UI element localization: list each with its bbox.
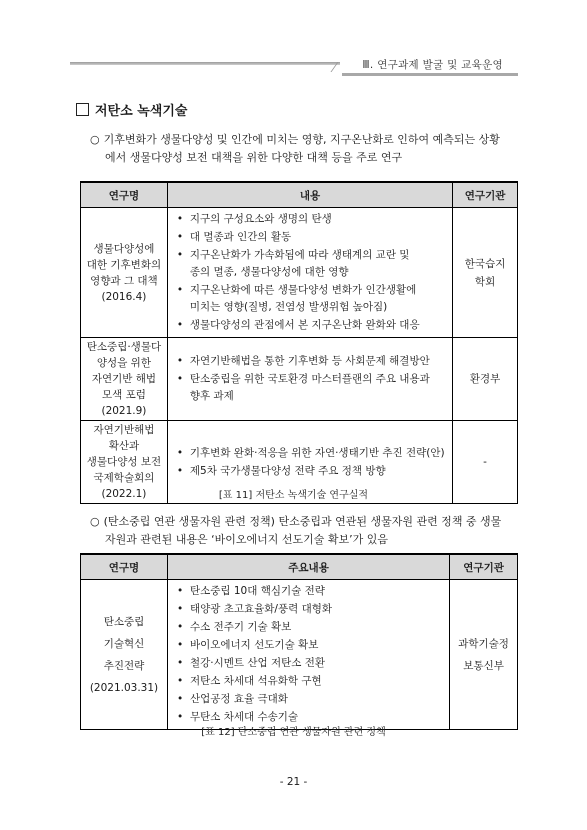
list-item: • 지구온난화에 따른 생물다양성 변화가 인간생활에 미치는 영향(질병, 전염성 발생위험 높아짐) — [176, 282, 446, 316]
paragraph-line: (탄소중립 연관 생물자원 관련 정책) 탄소중립과 연관된 생물자원 관련 정책 중 생물 — [103, 515, 502, 528]
list-item: • 철강·시멘트 산업 저탄소 전환 — [176, 655, 443, 672]
name-line: 국제학술회의 — [93, 472, 155, 484]
content-cell — [167, 208, 452, 338]
list-item: • 대 멸종과 인간의 활동 — [176, 229, 446, 246]
org-cell — [453, 208, 518, 338]
table-row — [81, 338, 518, 421]
list-item: • 산업공정 효율 극대화 — [176, 691, 443, 708]
table-caption-2: [표 12] 탄소중립 연관 생물자원 관련 정책 — [201, 727, 386, 738]
name-line: 영향과 그 대책 — [90, 274, 158, 287]
name-line: 생물다양성 보전 — [86, 456, 162, 468]
square-bullet-icon — [76, 103, 89, 116]
table-row — [81, 208, 518, 338]
research-name-cell — [81, 208, 168, 338]
content-cell — [167, 580, 449, 730]
list-item: • 수소 전주기 기술 확보 — [176, 619, 443, 636]
header-cell: 주요내용 — [167, 554, 449, 580]
name-line: 확산과 — [108, 440, 140, 452]
research-name-cell — [81, 338, 168, 421]
org-line: - — [483, 456, 487, 468]
header-cell: 연구기관 — [450, 554, 518, 580]
list-item: • 제5차 국가생물다양성 전략 주요 정책 방향 — [176, 463, 446, 480]
list-item: • 지구온난화가 가속화됨에 따라 생태계의 교란 및 종의 멸종, 생물다양성에 대한 영향 — [176, 247, 446, 281]
name-line: 생물다양성에 — [93, 242, 155, 255]
content-cell — [167, 338, 452, 421]
name-line: (2021.03.31) — [89, 681, 159, 694]
name-line: 양성을 위한 — [96, 357, 151, 369]
table-row — [81, 580, 518, 730]
circle-bullet-icon: ○ — [90, 515, 100, 528]
name-line: 자연기반 해법 — [91, 373, 157, 385]
paragraph-1 — [90, 131, 518, 167]
section-title: 저탄소 녹색기술 — [95, 104, 188, 119]
name-line: 자연기반해법 — [93, 424, 155, 436]
list-item: • 무탄소 차세대 수송기술 — [176, 709, 443, 726]
name-line: 탄소중립·생물다 — [86, 341, 162, 353]
research-name-cell — [81, 580, 168, 730]
list-item: • 탄소중립을 위한 국토환경 마스터플랜의 주요 내용과 향후 과제 — [176, 371, 446, 405]
page-number: - 21 - — [279, 776, 308, 788]
table-header-row — [81, 182, 518, 208]
paragraph-line: 자원과 관련된 내용은 ‘바이오에너지 선도기술 확보’가 있음 — [105, 533, 388, 546]
table-caption-1: [표 11] 저탄소 녹색기술 연구실적 — [218, 490, 369, 501]
list-item: • 생물다양성의 관점에서 본 지구온난화 완화와 대응 — [176, 317, 446, 334]
org-cell — [453, 338, 518, 421]
list-item: • 탄소중립 10대 핵심기술 전략 — [176, 583, 443, 600]
paragraph-2 — [90, 513, 518, 549]
policy-table — [80, 553, 518, 730]
list-item: • 기후변화 완화·적응을 위한 자연·생태기반 추진 전략(안) — [176, 445, 446, 462]
org-line: 한국습지 — [464, 257, 506, 270]
table-header-row — [81, 554, 518, 580]
header-rule — [70, 62, 340, 65]
name-line: 기술혁신 — [103, 637, 145, 650]
name-line: 대한 기후변화의 — [86, 258, 162, 271]
name-line: (2022.1) — [101, 488, 147, 500]
list-item: • 저탄소 차세대 석유화학 구현 — [176, 673, 443, 690]
name-line: 추진전략 — [103, 659, 145, 672]
paragraph-line: 기후변화가 생물다양성 및 인간에 미치는 영향, 지구온난화로 인하여 예측되는 상황 — [103, 133, 500, 146]
research-table — [80, 181, 518, 504]
org-line: 보통신부 — [463, 659, 504, 672]
header-cell: 연구명 — [81, 182, 168, 208]
name-line: 모색 포럼 — [101, 389, 146, 401]
list-item: • 바이오에너지 선도기술 확보 — [176, 637, 443, 654]
circle-bullet-icon: ○ — [90, 133, 100, 146]
chapter-title: Ⅲ. 연구과제 발굴 및 교육운영 — [362, 59, 503, 71]
org-line: 과학기술정 — [458, 637, 509, 650]
name-line: (2016.4) — [101, 290, 147, 303]
name-line: (2021.9) — [101, 405, 147, 417]
list-item: • 지구의 구성요소와 생명의 탄생 — [176, 211, 446, 228]
header-cell: 연구기관 — [453, 182, 518, 208]
name-line: 탄소중립 — [103, 615, 145, 628]
paragraph-line: 에서 생물다양성 보전 대책을 위한 다양한 대책 등을 주로 연구 — [105, 151, 403, 164]
header-cell: 내용 — [167, 182, 452, 208]
header-cell: 연구명 — [81, 554, 168, 580]
section-heading — [76, 100, 187, 119]
org-cell — [450, 580, 518, 730]
org-line: 학회 — [474, 275, 496, 288]
list-item: • 자연기반해법을 통한 기후변화 등 사회문제 해결방안 — [176, 353, 446, 370]
org-line: 환경부 — [469, 373, 501, 385]
list-item: • 태양광 초고효율화/풍력 대형화 — [176, 601, 443, 618]
